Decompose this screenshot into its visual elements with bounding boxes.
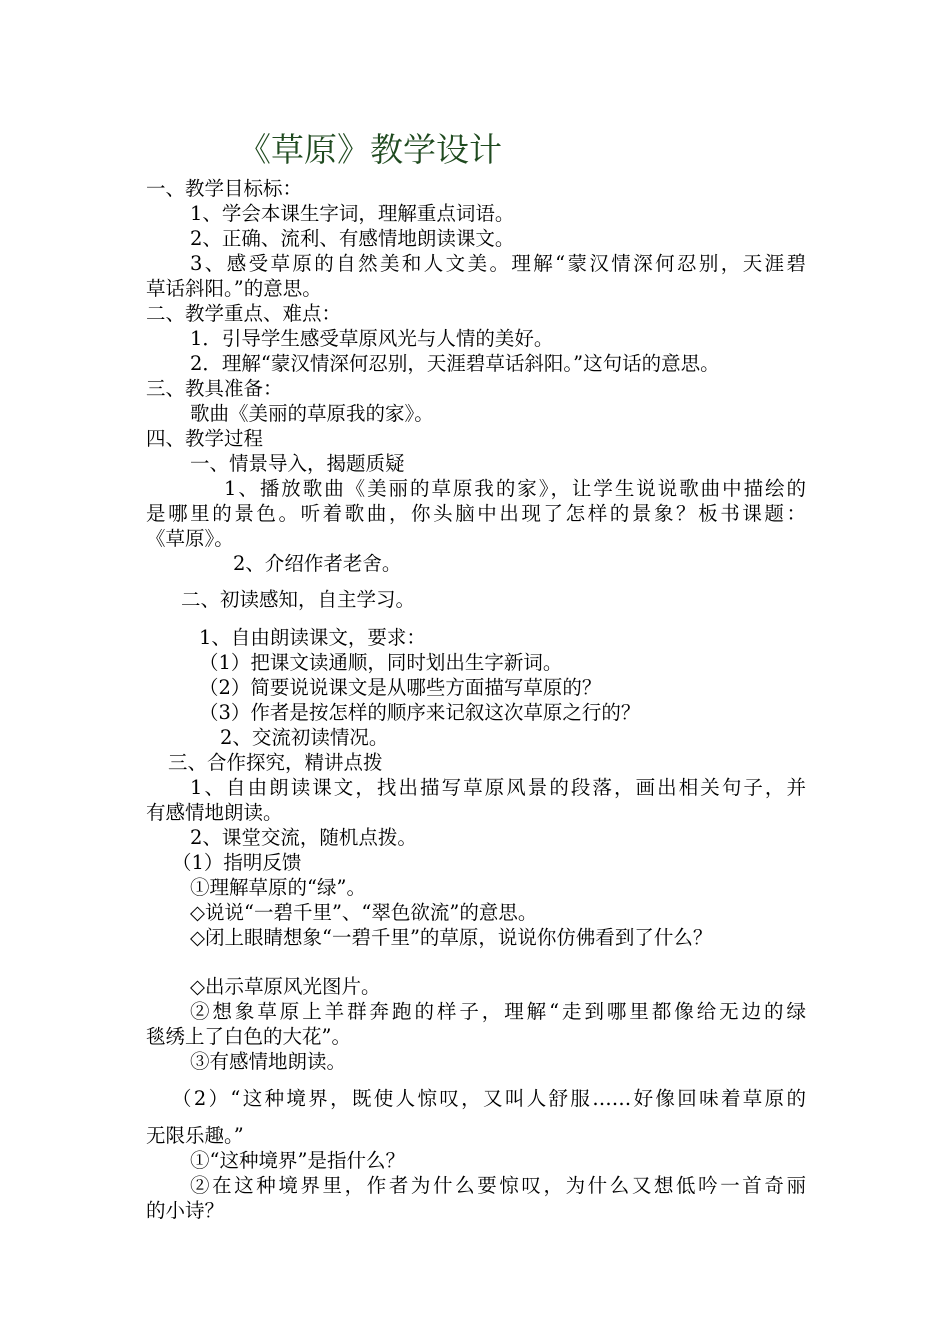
step-2-sub-3: （3）作者是按怎样的顺序来记叙这次草原之行的？ <box>199 701 641 724</box>
step-1-heading: 一、情景导入，揭题质疑 <box>190 452 405 475</box>
heading-key-points: 二、教学重点、难点： <box>146 302 342 325</box>
key-point-2: 2．理解“蒙汉情深何忍别，天涯碧草话斜阳。”这句话的意思。 <box>190 352 720 375</box>
step-2-item-1: 1、自由朗读课文，要求： <box>199 626 426 649</box>
document-title: 《草原》教学设计 <box>238 130 502 169</box>
step-3-item-1-cont: 有感情地朗读。 <box>146 801 283 824</box>
key-point-1: 1．引导学生感受草原风光与人情的美好。 <box>190 327 554 350</box>
step-1-item-1-end: 《草原》。 <box>146 527 234 550</box>
objective-2: 2、正确、流利、有感情地朗读课文。 <box>190 227 515 250</box>
step-3-item-1: 1、自由朗读课文，找出描写草原风景的段落，画出相关句子，并 <box>190 776 806 799</box>
objective-3: 3、感受草原的自然美和人文美。理解“蒙汉情深何忍别，天涯碧 <box>190 252 806 275</box>
realm-quote: （2）“这种境界，既使人惊叹，又叫人舒服……好像回味着草原的 <box>172 1087 806 1110</box>
objective-3-cont: 草话斜阳。”的意思。 <box>146 277 322 300</box>
feedback-sheep-cont: 毯绣上了白色的大花”。 <box>146 1025 351 1048</box>
realm-question-1: ①“这种境界”是指什么？ <box>190 1149 405 1172</box>
heading-process: 四、教学过程 <box>146 427 264 450</box>
step-3-heading: 三、合作探究，精讲点拨 <box>168 751 383 774</box>
step-3-item-2: 2、课堂交流，随机点拨。 <box>190 826 417 849</box>
step-2-heading: 二、初读感知，自主学习。 <box>181 588 416 611</box>
realm-quote-cont: 无限乐趣。” <box>146 1124 244 1147</box>
realm-question-2: ②在这种境界里，作者为什么要惊叹，为什么又想低吟一首奇丽 <box>190 1174 806 1197</box>
step-2-sub-1: （1）把课文读通顺，同时划出生字新词。 <box>199 651 563 674</box>
step-1-item-1-cont: 是哪里的景色。听着歌曲，你头脑中出现了怎样的景象？板书课题： <box>146 502 806 525</box>
objective-1: 1、学会本课生字词，理解重点词语。 <box>190 202 515 225</box>
feedback-imagine: ◇闭上眼睛想象“一碧千里”的草原，说说你仿佛看到了什么？ <box>190 926 713 949</box>
feedback-sheep: ②想象草原上羊群奔跑的样子，理解“走到哪里都像给无边的绿 <box>190 1000 806 1023</box>
step-2-sub-2: （2）简要说说课文是从哪些方面描写草原的？ <box>199 676 602 699</box>
feedback-read: ③有感情地朗读。 <box>190 1050 347 1073</box>
step-1-item-2: 2、介绍作者老舍。 <box>233 552 402 575</box>
feedback-heading: （1）指明反馈 <box>172 851 302 874</box>
heading-objectives: 一、教学目标标： <box>146 177 303 200</box>
feedback-green: ①理解草原的“绿”。 <box>190 876 366 899</box>
step-1-item-1: 1、播放歌曲《美丽的草原我的家》，让学生说说歌曲中描绘的 <box>224 477 806 500</box>
realm-question-2-cont: 的小诗？ <box>146 1199 225 1222</box>
feedback-meaning: ◇说说“一碧千里”、“翠色欲流”的意思。 <box>190 901 538 924</box>
heading-materials: 三、教具准备： <box>146 377 283 400</box>
materials-song: 歌曲《美丽的草原我的家》。 <box>190 402 434 425</box>
feedback-pictures: ◇出示草原风光图片。 <box>190 975 381 998</box>
step-2-item-2: 2、交流初读情况。 <box>220 726 389 749</box>
